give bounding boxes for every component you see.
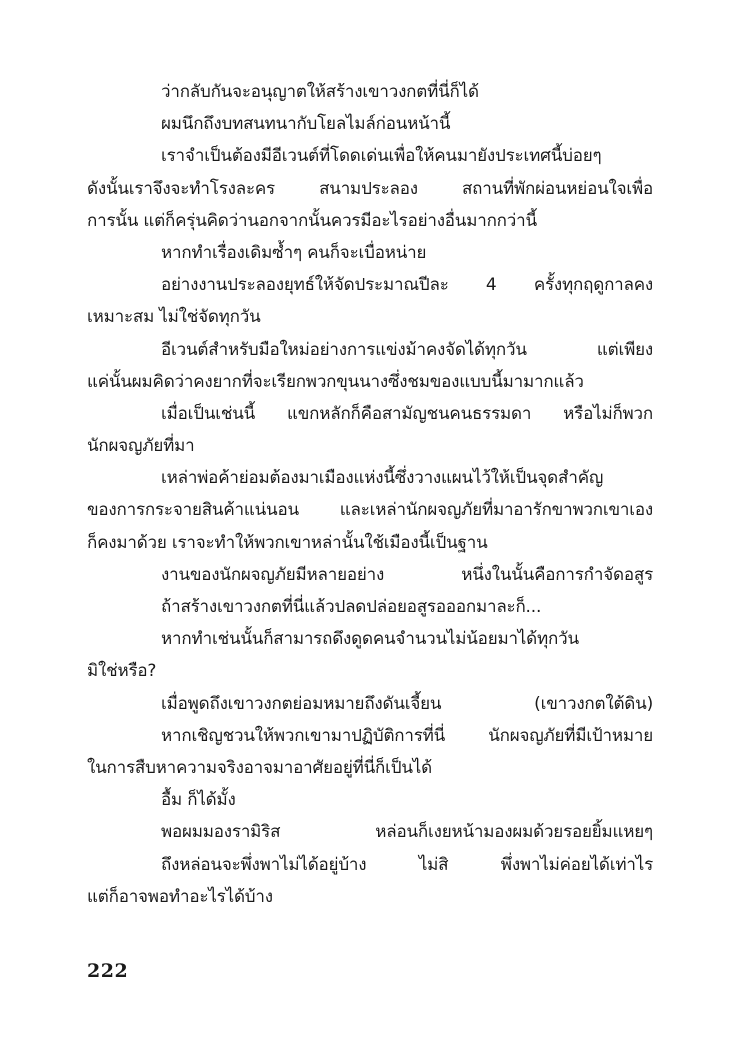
text-line: แค่นั้นผมคิดว่าคงยากที่จะเรียกพวกขุนนางซึ่งชมของแบบนี้มามากแล้ว (87, 371, 584, 392)
text-line: การนั้น แต่ก็ครุ่นคิดว่านอกจากนั้นควรมีอะไรอย่างอื่นมากกว่านี้ (87, 210, 537, 231)
text-line: ในการสืบหาความจริงอาจมาอาศัยอยู่ที่นี่ก็เป็นได้ (87, 757, 432, 778)
text-line: เมื่อพูดถึงเขาวงกตย่อมหมายถึงดันเจี้ยน (เขาวงกตใต้ดิน) (161, 693, 653, 714)
text-line: พอผมมองรามิริส หล่อนก็เงยหน้ามองผมด้วยรอยยิ้มแหยๆ (161, 822, 653, 843)
text-line: อื้ม ก็ได้มั้ง (161, 790, 236, 811)
text-line: นักผจญภัยที่มา (87, 436, 195, 457)
text-line: หากทำเช่นนั้นก็สามารถดึงดูดคนจำนวนไม่น้อยมาได้ทุกวัน (161, 629, 579, 650)
text-line: อีเวนต์สำหรับมือใหม่อย่างการแข่งม้าคงจัดได้ทุกวัน แต่เพียง (161, 339, 653, 360)
page-number: 222 (87, 960, 129, 982)
text-line: ผมนึกถึงบทสนทนากับโยลไมล์ก่อนหน้านี้ (161, 114, 451, 135)
text-line: งานของนักผจญภัยมีหลายอย่าง หนึ่งในนั้นคือการกำจัดอสูร (161, 564, 653, 585)
text-line: หากทำเรื่องเดิมซ้ำๆ คนก็จะเบื่อหน่าย (161, 242, 427, 263)
text-line: ว่ากลับกันจะอนุญาตให้สร้างเขาวงกตที่นี่ก็ได้ (161, 82, 479, 102)
text-line: เหล่าพ่อค้าย่อมต้องมาเมืองแห่งนี้ซึ่งวางแผนไว้ให้เป็นจุดสำคัญ (161, 468, 604, 489)
text-line: ของการกระจายสินค้าแน่นอน และเหล่านักผจญภัยที่มาอารักขาพวกเขาเอง (87, 500, 653, 521)
text-line: มิใช่หรือ? (87, 661, 157, 682)
text-line: แต่ก็อาจพอทำอะไรได้บ้าง (87, 886, 273, 907)
body-text (87, 76, 653, 913)
text-line: อย่างงานประลองยุทธ์ให้จัดประมาณปีละ 4 ครั้งทุกฤดูกาลคง (161, 275, 653, 296)
text-line: เมื่อเป็นเช่นนี้ แขกหลักก็คือสามัญชนคนธรรมดา หรือไม่ก็พวก (161, 403, 653, 424)
text-line: เหมาะสม ไม่ใช่จัดทุกวัน (87, 307, 261, 328)
text-line: ก็คงมาด้วย เราจะทำให้พวกเขาหล่านั้นใช้เมืองนี้เป็นฐาน (87, 532, 488, 553)
text-line: หากเชิญชวนให้พวกเขามาปฏิบัติการที่นี่ นักผจญภัยที่มีเป้าหมาย (161, 725, 653, 746)
text-line: ถึงหล่อนจะพึ่งพาไม่ได้อยู่บ้าง ไม่สิ พึ่งพาไม่ค่อยได้เท่าไร (161, 854, 653, 875)
text-line: ถ้าสร้างเขาวงกตที่นี่แล้วปลดปล่อยอสูรอออกมาละก็... (161, 597, 542, 617)
text-line: ดังนั้นเราจึงจะทำโรงละคร สนามประลอง สถานที่พักผ่อนหย่อนใจเพื่อ (87, 178, 653, 199)
text-line: เราจำเป็นต้องมีอีเวนต์ที่โดดเด่นเพื่อให้คนมายังประเทศนี้บ่อยๆ (161, 146, 602, 167)
